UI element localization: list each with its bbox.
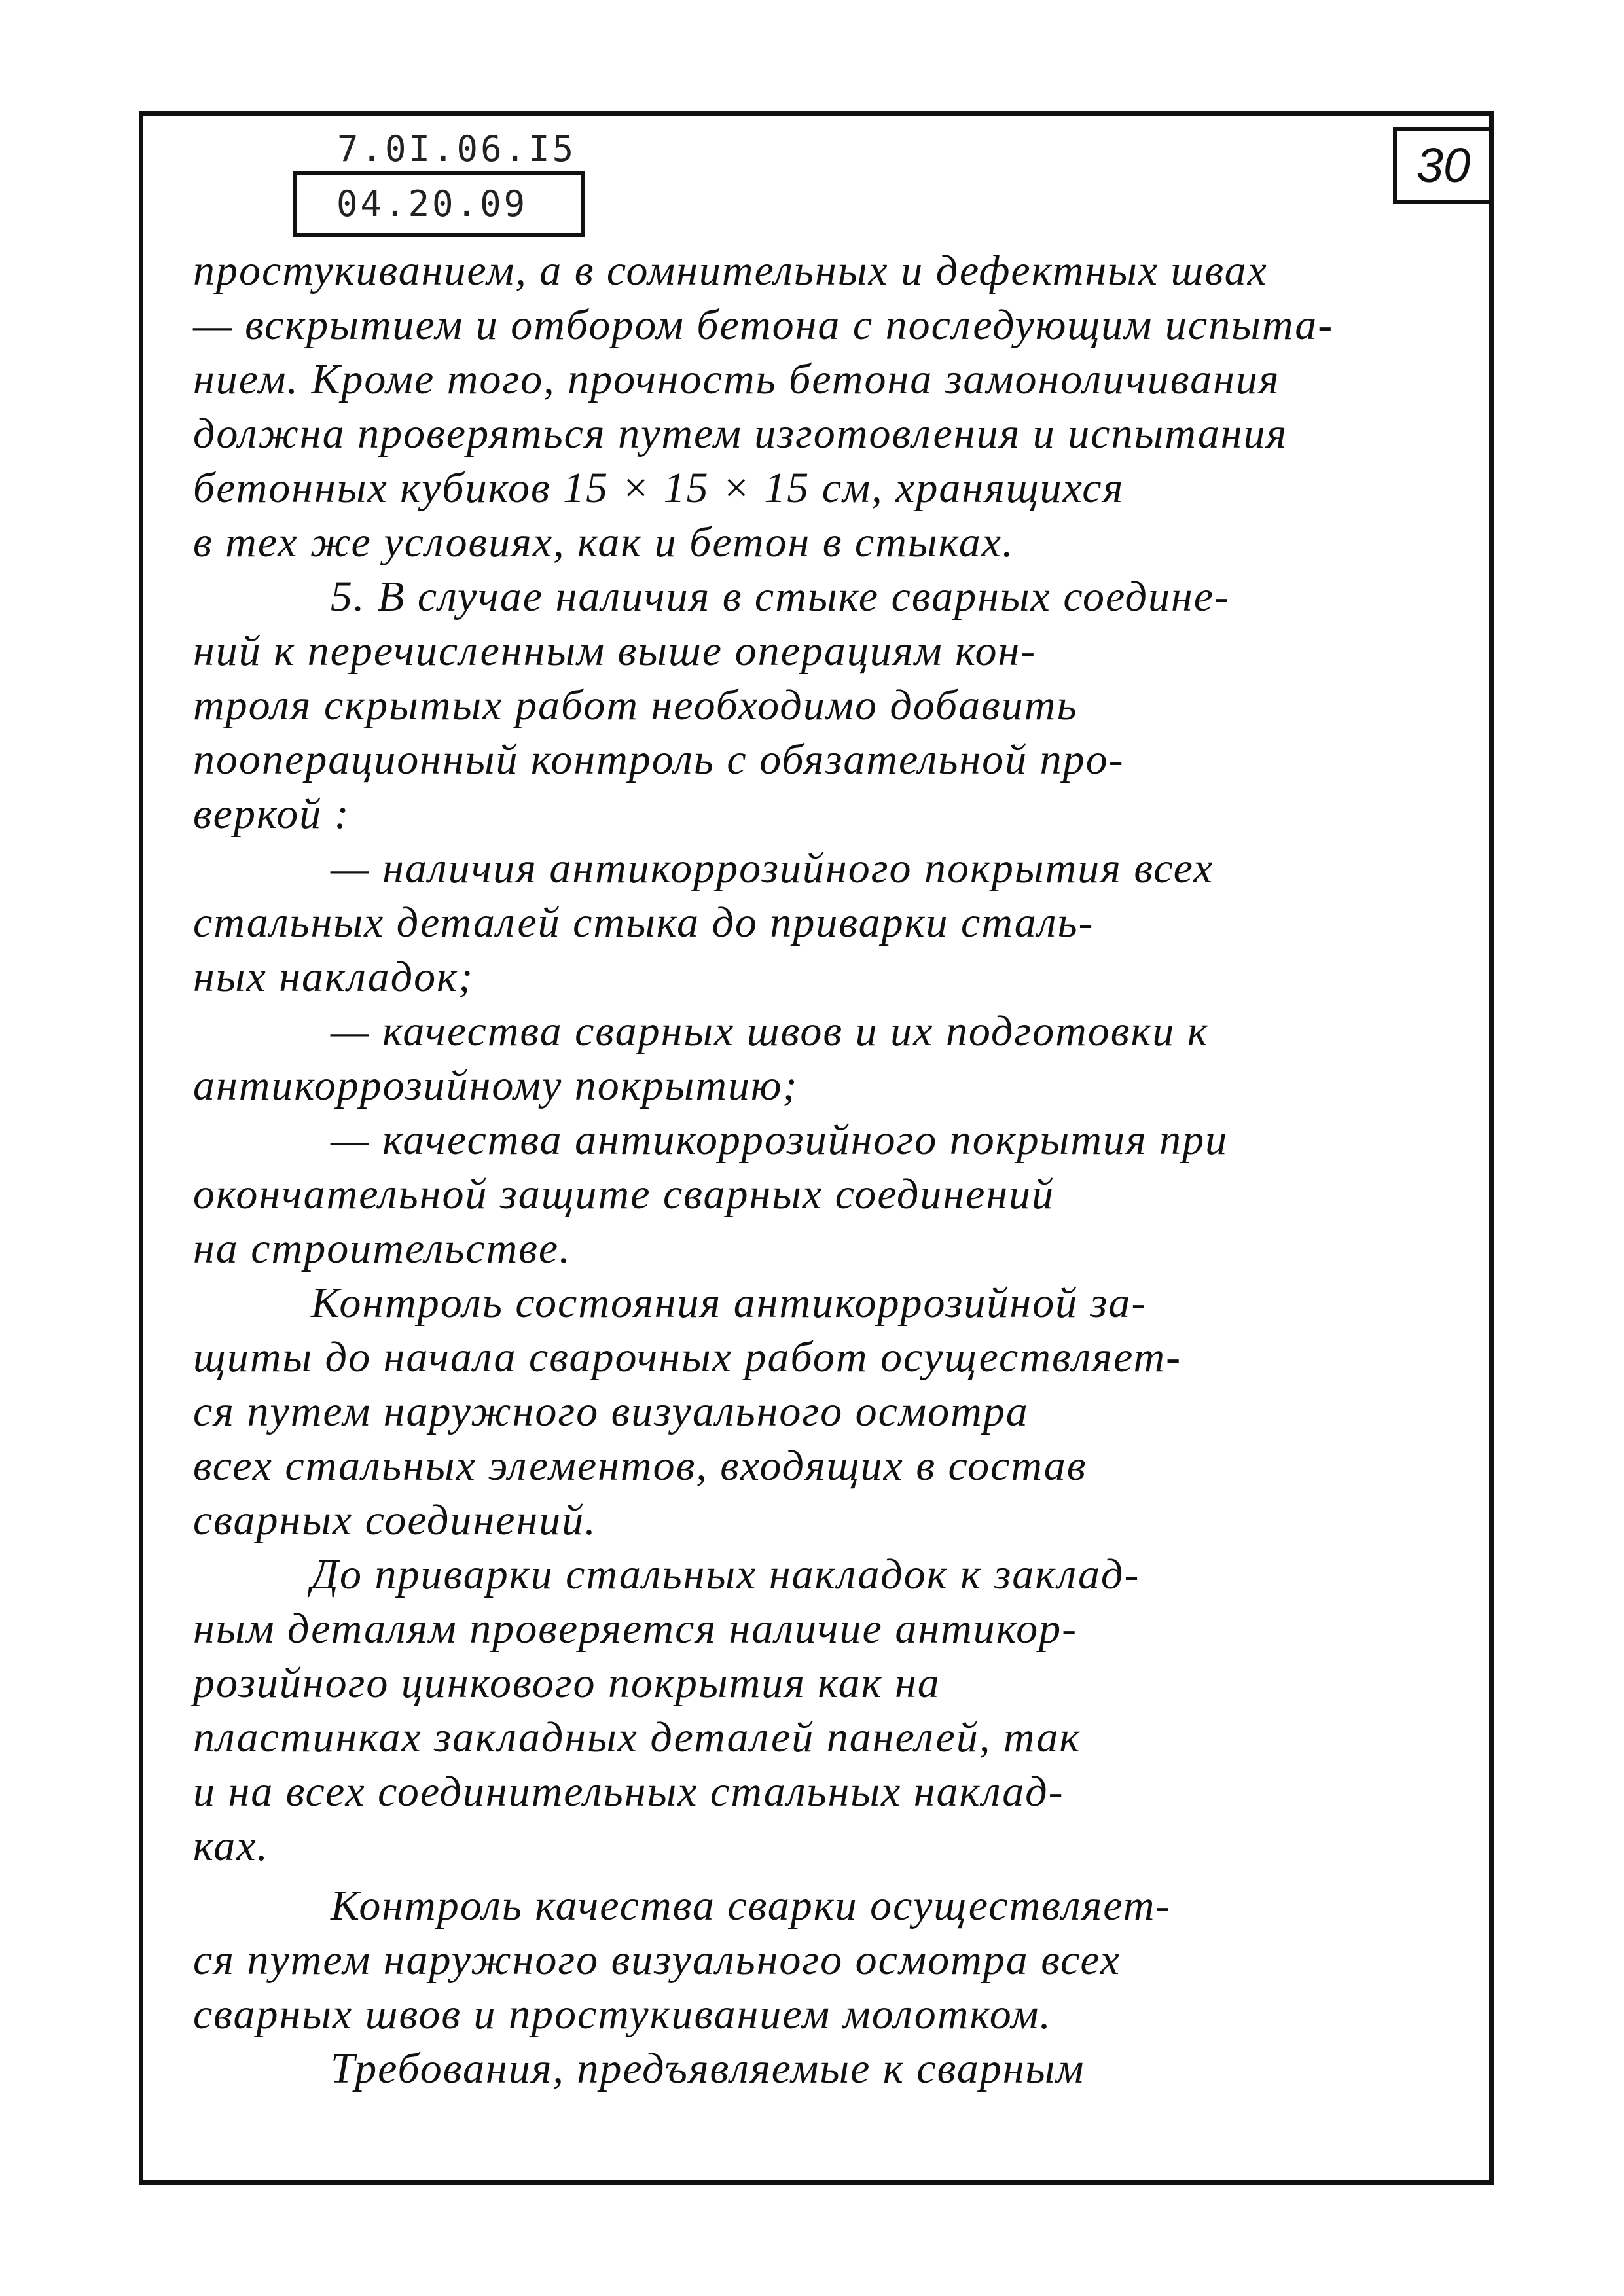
text-line: 5. В случае наличия в стыке сварных соедине- [331,573,1231,620]
text-line: антикоррозийному покрытию; [193,1062,799,1109]
text-line: — качества сварных швов и их подготовки к [331,1007,1209,1055]
reference-code-box: 04.20.09 [293,171,585,237]
text-line: ным деталям проверяется наличие антикор- [193,1605,1078,1653]
text-line: в тех же условиях, как и бетон в стыках. [193,518,1015,566]
text-line: всех стальных элементов, входящих в состав [193,1442,1087,1490]
text-line: розийного цинкового покрытия как на [193,1659,941,1707]
text-line: должна проверяться путем изготовления и испытания [193,410,1288,457]
text-line: — качества антикоррозийного покрытия при [331,1116,1229,1164]
text-line: веркой : [193,790,350,838]
text-line: ных накладок; [193,953,474,1001]
text-line: ся путем наружного визуального осмотра [193,1388,1029,1435]
text-line: пооперационный контроль с обязательной про- [193,736,1125,783]
text-line: троля скрытых работ необходимо добавить [193,681,1078,729]
text-line: пластинках закладных деталей панелей, так [193,1713,1081,1761]
text-line: щиты до начала сварочных работ осуществляет- [193,1333,1182,1381]
text-line: — вскрытием и отбором бетона с последующим испыта- [193,301,1334,349]
text-line: окончательной защите сварных соединений [193,1170,1055,1218]
text-line: — наличия антикоррозийного покрытия всех [331,844,1214,892]
handwritten-body-text [193,243,1470,2096]
document-code: 7.0I.06.I5 [337,128,577,170]
text-line: Контроль качества сварки осуществляет- [331,1882,1172,1929]
text-line: бетонных кубиков 15 × 15 × 15 см, хранящихся [193,464,1125,512]
text-line: сварных соединений. [193,1496,597,1544]
text-line: и на всех соединительных стальных наклад- [193,1768,1064,1816]
text-line: Контроль состояния антикоррозийной за- [311,1279,1147,1327]
text-line: ках. [193,1822,270,1870]
text-line: Требования, предъявляемые к сварным [331,2045,1085,2092]
text-line: простукиванием, а в сомнительных и дефектных швах [193,247,1268,295]
text-line: До приварки стальных накладок к заклад- [311,1551,1140,1598]
page-number: 30 [1393,127,1494,204]
text-line: стальных деталей стыка до приварки сталь- [193,899,1094,946]
text-line: ся путем наружного визуального осмотра всех [193,1936,1121,1984]
text-line: на строительстве. [193,1225,571,1272]
text-line: нием. Кроме того, прочность бетона замоноличивания [193,355,1280,403]
text-line: ний к перечисленным выше операциям кон- [193,627,1037,675]
text-line: сварных швов и простукиванием молотком. [193,1990,1052,2038]
